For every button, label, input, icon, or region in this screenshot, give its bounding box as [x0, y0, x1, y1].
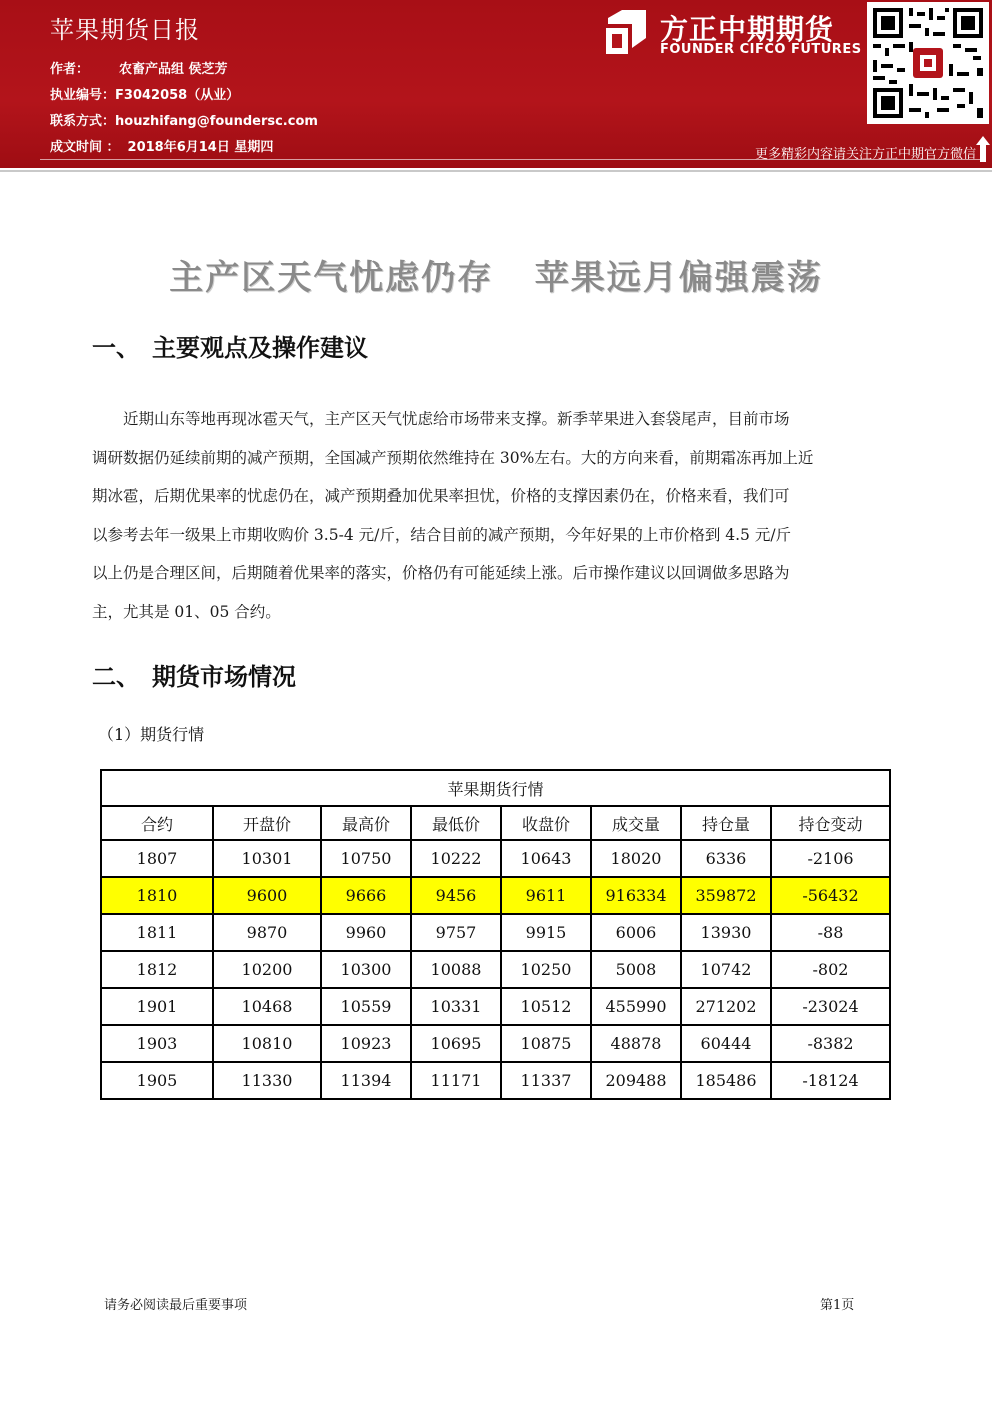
- table-cell: 10750: [321, 840, 411, 877]
- column-header: 最高价: [321, 806, 411, 840]
- table-cell: 9600: [213, 877, 321, 914]
- header-banner: [0, 0, 992, 168]
- qr-code-icon: [867, 2, 989, 124]
- table-cell: 11171: [411, 1062, 501, 1099]
- company-logo: [602, 8, 862, 62]
- table-cell: 10742: [681, 951, 771, 988]
- table-cell: -23024: [771, 988, 890, 1025]
- body-paragraph: [92, 400, 892, 631]
- section-heading-2: [92, 657, 296, 692]
- table-cell: 10559: [321, 988, 411, 1025]
- license-label: 执业编号：: [50, 88, 116, 103]
- footer-notice: 请务必阅读最后重要事项: [104, 1298, 248, 1313]
- date-label: 成文时间 ：: [50, 140, 120, 155]
- page-number: 第1页: [820, 1298, 855, 1313]
- paragraph-line: 近期山东等地再现冰雹天气，主产区天气忧虑给市场带来支撑。新季苹果进入套袋尾声，目前市场: [123, 410, 790, 428]
- contract-cell: 1812: [101, 951, 213, 988]
- author-label: 作者：: [50, 62, 90, 77]
- table-cell: 10331: [411, 988, 501, 1025]
- table-cell: -18124: [771, 1062, 890, 1099]
- table-cell: 10222: [411, 840, 501, 877]
- futures-quote-table: [100, 769, 891, 1100]
- column-header: 开盘价: [213, 806, 321, 840]
- column-header: 持仓量: [681, 806, 771, 840]
- table-row: [101, 1025, 890, 1062]
- contract-cell: 1807: [101, 840, 213, 877]
- table-cell: 6006: [591, 914, 681, 951]
- follow-wechat-text: 更多精彩内容请关注方正中期官方微信: [754, 147, 976, 162]
- paragraph-line: 以参考去年一级果上市期收购价 3.5-4 元/斤，结合目前的减产预期，今年好果的上市价格到 4.5 元/斤: [92, 525, 792, 544]
- license-value: F3042058（从业）: [115, 88, 240, 103]
- contract-cell: 1810: [101, 877, 213, 914]
- table-cell: 11337: [501, 1062, 591, 1099]
- column-header: 收盘价: [501, 806, 591, 840]
- table-title: 苹果期货行情: [101, 770, 890, 806]
- author-line: [50, 58, 228, 77]
- paragraph-line: 调研数据仍延续前期的减产预期，全国减产预期依然维持在 30%左右。大的方向来看，前期霜冻再加上近: [92, 448, 814, 467]
- section-title: 主要观点及操作建议: [152, 334, 368, 362]
- paragraph-line: 以上仍是合理区间，后期随着优果率的落实，价格仍有可能延续上涨。后市操作建议以回调做多思路为: [92, 564, 790, 582]
- column-header: 最低价: [411, 806, 501, 840]
- subsection-heading: （1）期货行情: [98, 725, 205, 744]
- section-number: 一、: [92, 334, 140, 362]
- table-cell: 10923: [321, 1025, 411, 1062]
- paragraph-line: 期冰雹，后期优果率的忧虑仍在，减产预期叠加优果率担忧，价格的支撑因素仍在，价格来看，我们可: [92, 487, 790, 505]
- section-heading-1: [92, 328, 368, 363]
- section-title: 期货市场情况: [152, 663, 296, 691]
- table-title-row: [101, 770, 890, 806]
- section-number: 二、: [92, 663, 140, 691]
- table-cell: 9611: [501, 877, 591, 914]
- table-cell: 10875: [501, 1025, 591, 1062]
- column-header: 持仓变动: [771, 806, 890, 840]
- page-title: 主产区天气忧虑仍存 苹果远月偏强震荡: [169, 258, 823, 298]
- table-row: [101, 840, 890, 877]
- table-cell: 60444: [681, 1025, 771, 1062]
- table-cell: 18020: [591, 840, 681, 877]
- table-cell: 5008: [591, 951, 681, 988]
- table-cell: 9915: [501, 914, 591, 951]
- table-cell: 9960: [321, 914, 411, 951]
- table-cell: 10695: [411, 1025, 501, 1062]
- table-row: [101, 988, 890, 1025]
- date-line: [50, 136, 273, 155]
- contact-line: [50, 110, 318, 129]
- date-value: 2018年6月14日 星期四: [127, 140, 274, 155]
- logo-mark-icon: [602, 8, 650, 56]
- table-cell: 916334: [591, 877, 681, 914]
- table-cell: 359872: [681, 877, 771, 914]
- table-row-highlighted: [101, 877, 890, 914]
- table-cell: 9870: [213, 914, 321, 951]
- up-arrow-icon: [976, 136, 990, 162]
- table-cell: 10200: [213, 951, 321, 988]
- table-cell: 10810: [213, 1025, 321, 1062]
- table-row: [101, 951, 890, 988]
- license-line: [50, 84, 239, 103]
- table-cell: 9456: [411, 877, 501, 914]
- table-cell: 11394: [321, 1062, 411, 1099]
- contract-cell: 1903: [101, 1025, 213, 1062]
- paragraph-line: 主，尤其是 01、05 合约。: [92, 602, 281, 621]
- wechat-qr-code[interactable]: [867, 2, 989, 124]
- contract-cell: 1901: [101, 988, 213, 1025]
- contact-email[interactable]: houzhifang@foundersc.com: [115, 114, 318, 129]
- table-cell: 6336: [681, 840, 771, 877]
- table-cell: 10300: [321, 951, 411, 988]
- contract-cell: 1905: [101, 1062, 213, 1099]
- table-cell: 10250: [501, 951, 591, 988]
- table-cell: -2106: [771, 840, 890, 877]
- table-cell: 10643: [501, 840, 591, 877]
- table-cell: 185486: [681, 1062, 771, 1099]
- table-header-row: [101, 806, 890, 840]
- contact-label: 联系方式：: [50, 114, 116, 129]
- table-row: [101, 1062, 890, 1099]
- table-row: [101, 914, 890, 951]
- table-cell: 455990: [591, 988, 681, 1025]
- table-cell: 10301: [213, 840, 321, 877]
- table-cell: 10512: [501, 988, 591, 1025]
- table-cell: 9666: [321, 877, 411, 914]
- contract-cell: 1811: [101, 914, 213, 951]
- table-cell: -802: [771, 951, 890, 988]
- table-cell: 271202: [681, 988, 771, 1025]
- table-cell: 9757: [411, 914, 501, 951]
- author-value: 农畜产品组 侯芝芳: [119, 62, 228, 77]
- table-cell: 11330: [213, 1062, 321, 1099]
- table-cell: 48878: [591, 1025, 681, 1062]
- table-cell: 10088: [411, 951, 501, 988]
- table-cell: -88: [771, 914, 890, 951]
- table-cell: 10468: [213, 988, 321, 1025]
- report-title: 苹果期货日报: [50, 16, 200, 44]
- logo-english-name: FOUNDER CIFCO FUTURES: [660, 42, 862, 57]
- table-body: [101, 840, 890, 1099]
- header-rule: [0, 170, 992, 172]
- table-cell: 13930: [681, 914, 771, 951]
- column-header: 合约: [101, 806, 213, 840]
- column-header: 成交量: [591, 806, 681, 840]
- table-cell: 209488: [591, 1062, 681, 1099]
- logo-chinese-name: 方正中期期货: [660, 13, 835, 46]
- table-cell: -56432: [771, 877, 890, 914]
- table-cell: -8382: [771, 1025, 890, 1062]
